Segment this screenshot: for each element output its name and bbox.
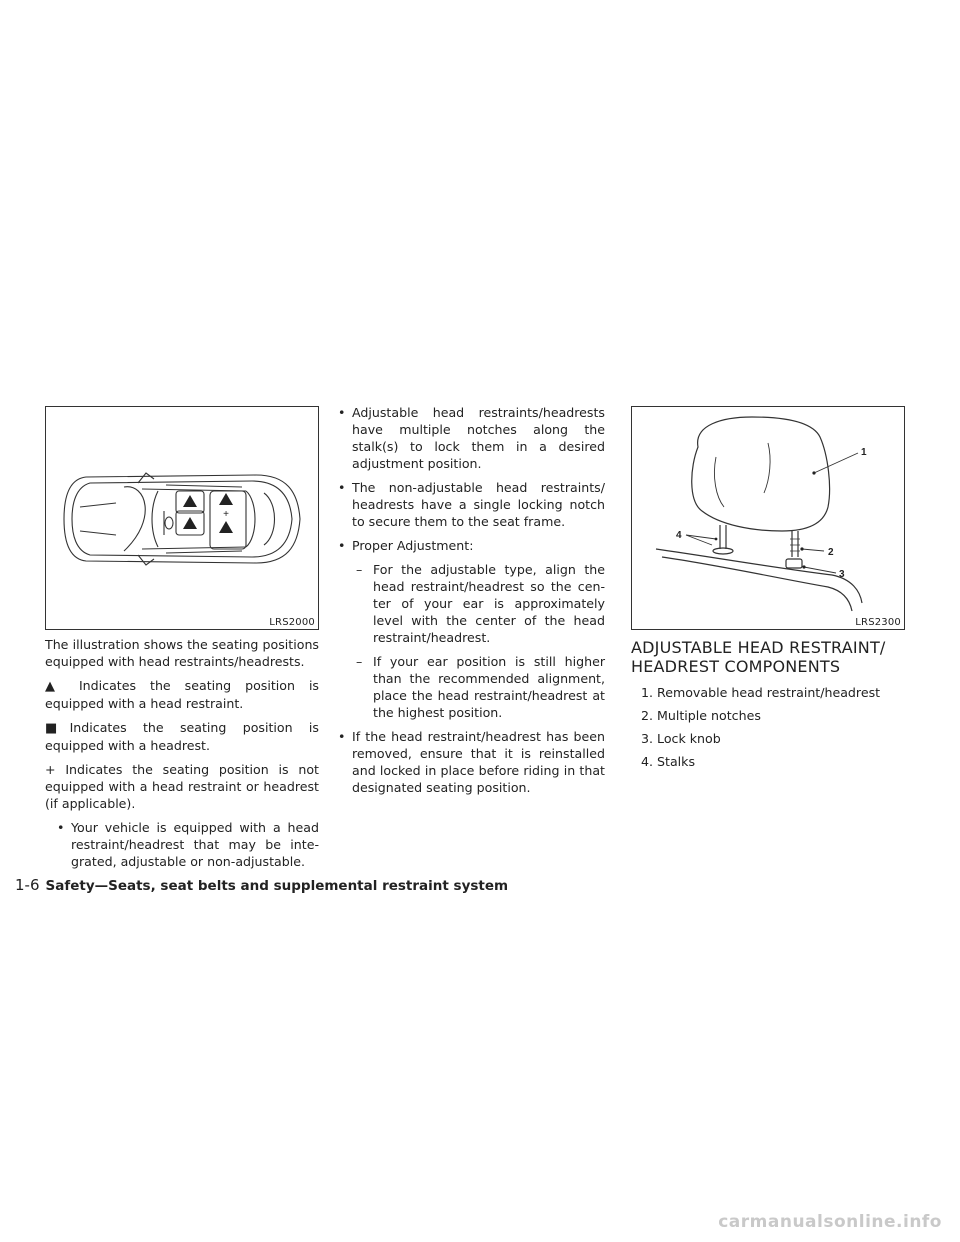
figure-right-caption: LRS2300 xyxy=(855,617,901,628)
right-column xyxy=(631,406,905,776)
callout-3: 3 xyxy=(839,569,845,580)
list-item: 1. Removable head restraint/headrest xyxy=(641,685,881,700)
bullet-text: Proper Adjustment: xyxy=(352,538,474,553)
list-item xyxy=(331,479,605,530)
callout-4: 4 xyxy=(676,530,682,541)
head-restraint-components-figure xyxy=(631,406,905,630)
bullet-icon: • xyxy=(57,820,65,835)
page-footer xyxy=(15,876,508,894)
plus-legend: + Indicates the seating position is not equipped with a head restraint or headrest (if applicable). xyxy=(45,762,319,811)
list-item xyxy=(331,404,605,472)
bullet-icon: • xyxy=(338,729,346,744)
bullet-text: If the head restraint/headrest has been removed, ensure that it is reinstalled and locked in place before riding in that designated seating position. xyxy=(352,729,605,795)
components-list xyxy=(631,684,905,770)
dash-icon: – xyxy=(356,562,363,577)
bullet-icon: • xyxy=(338,538,346,553)
heading-line-2: HEADREST COMPONENTS xyxy=(631,657,841,676)
list-item: 4. Stalks xyxy=(641,754,696,769)
middle-column xyxy=(331,404,605,796)
figure-left-caption: LRS2000 xyxy=(269,617,315,628)
section-title: Safety—Seats, seat belts and supplemental restraint system xyxy=(45,878,509,894)
sub-list-item xyxy=(347,653,605,721)
watermark: carmanualsonline.info xyxy=(718,1212,942,1232)
page-number: 1-6 xyxy=(15,876,40,894)
section-heading xyxy=(631,638,905,676)
square-icon: ■ xyxy=(45,721,70,736)
car-top-view-illustration xyxy=(46,407,318,629)
intro-text: The illustration shows the seating positions equipped with head restraints/headrests. xyxy=(45,637,319,669)
sub-item-text: If your ear position is still higher than the recommended alignment, place the head restraint/headrest at the highest position. xyxy=(373,654,605,720)
seating-positions-figure xyxy=(45,406,319,630)
square-legend-text: Indicates the seating position is equipped with a headrest. xyxy=(45,720,319,753)
bullet-text: Your vehicle is equipped with a head restraint/headrest that may be inte- grated, adjustable or non-adjustable. xyxy=(71,820,319,869)
sub-list-item xyxy=(347,561,605,646)
bullet-text: Adjustable head restraints/headrests have multiple notches along the stalk(s) to lock them in a desired adjustment position. xyxy=(352,405,605,471)
list-item: 2. Multiple notches xyxy=(641,708,761,723)
callout-2: 2 xyxy=(828,547,834,558)
sub-item-text: For the adjustable type, align the head restraint/headrest so the cen- ter of your ear is approximately level with the center of the head restraint/headrest. xyxy=(373,562,605,645)
triangle-legend-text: Indicates the seating position is equipped with a head restraint. xyxy=(45,678,319,711)
triangle-icon: ▲ xyxy=(45,679,65,694)
callout-1: 1 xyxy=(861,447,867,458)
square-legend xyxy=(45,719,319,754)
head-restraint-illustration xyxy=(632,407,904,629)
left-column xyxy=(45,406,319,870)
list-item xyxy=(331,537,605,554)
bullet-text: The non-adjustable head restraints/ headrests have a single locking notch to secure them to the seat frame. xyxy=(352,480,605,529)
heading-line-1: ADJUSTABLE HEAD RESTRAINT/ xyxy=(631,638,886,657)
list-item xyxy=(50,819,319,870)
triangle-legend xyxy=(45,677,319,712)
bullet-icon: • xyxy=(338,405,346,420)
bullet-icon: • xyxy=(338,480,346,495)
dash-icon: – xyxy=(356,654,363,669)
no-restraint-plus-label: + xyxy=(223,509,229,520)
list-item xyxy=(331,728,605,796)
list-item: 3. Lock knob xyxy=(641,731,721,746)
